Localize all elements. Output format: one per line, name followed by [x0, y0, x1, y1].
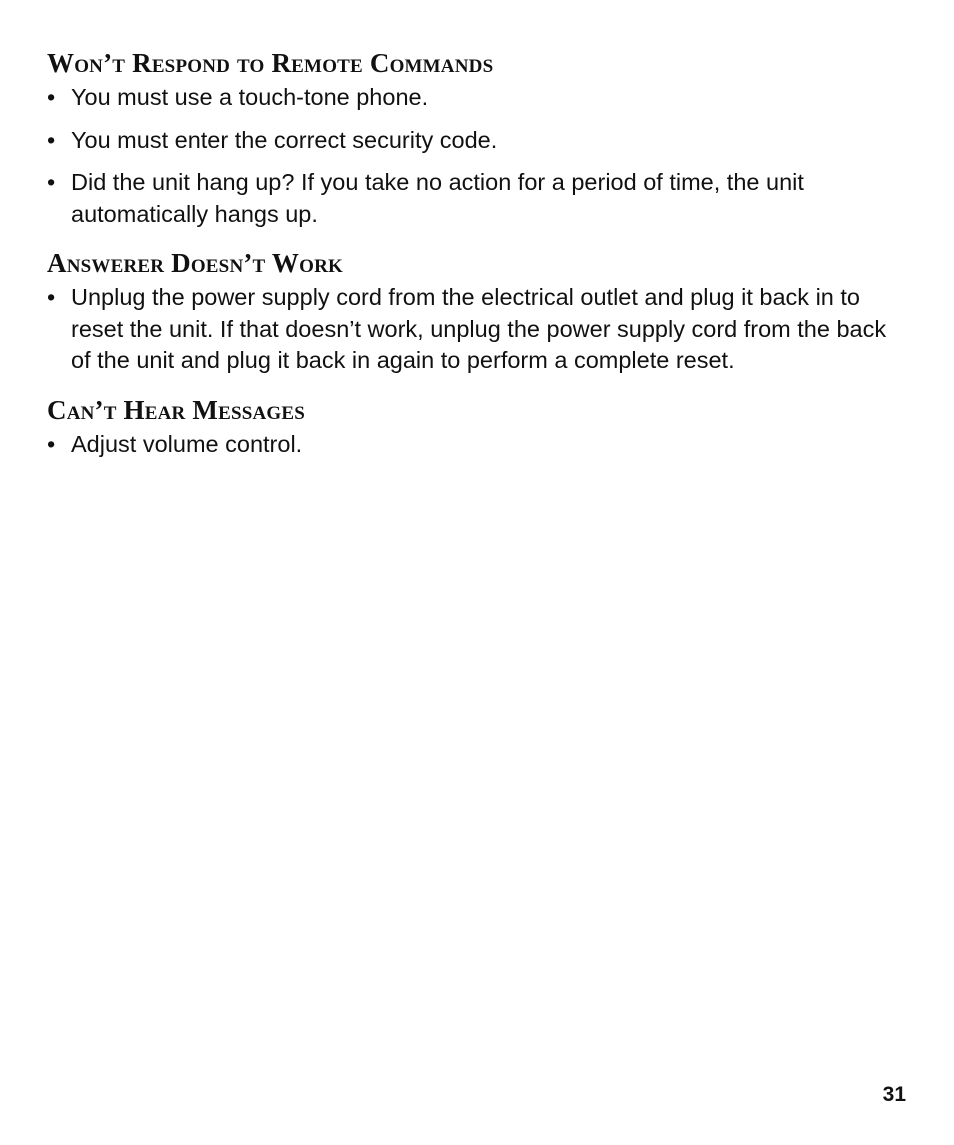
list-item-text: Did the unit hang up? If you take no action for a period of time, the unit automatically hangs up.: [71, 169, 804, 227]
list-item: [47, 82, 909, 114]
list-item: [47, 282, 909, 377]
section-answerer-doesnt-work: [47, 244, 909, 377]
list-item: [47, 429, 909, 461]
list-item-text: Adjust volume control.: [71, 430, 303, 457]
bullet-icon: •: [47, 84, 56, 110]
section-cant-hear-messages: [47, 391, 909, 461]
list-item-text: You must enter the correct security code.: [71, 126, 498, 153]
section-heading: Answerer Doesn’t Work: [47, 248, 343, 278]
list-item-text: You must use a touch-tone phone.: [71, 84, 429, 110]
troubleshooting-page: [47, 44, 909, 474]
list-item: [47, 167, 909, 230]
section-heading: Can’t Hear Messages: [47, 394, 306, 425]
page-number: 31: [882, 1083, 906, 1106]
bullet-list: [47, 282, 909, 377]
section-remote-commands: [47, 44, 909, 230]
bullet-icon: •: [47, 430, 56, 457]
bullet-icon: •: [47, 169, 56, 195]
bullet-icon: •: [47, 284, 56, 310]
list-item-text: Unplug the power supply cord from the electrical outlet and plug it back in to reset the unit. If that doesn’t work, unplug the power supply cord from the back of the unit and plug it back in again to perform a complete reset.: [71, 284, 887, 373]
bullet-icon: •: [47, 126, 56, 153]
list-item: [47, 125, 909, 157]
bullet-list: [47, 82, 909, 230]
bullet-list: [47, 429, 909, 461]
section-heading: Won’t Respond to Remote Commands: [47, 48, 494, 78]
